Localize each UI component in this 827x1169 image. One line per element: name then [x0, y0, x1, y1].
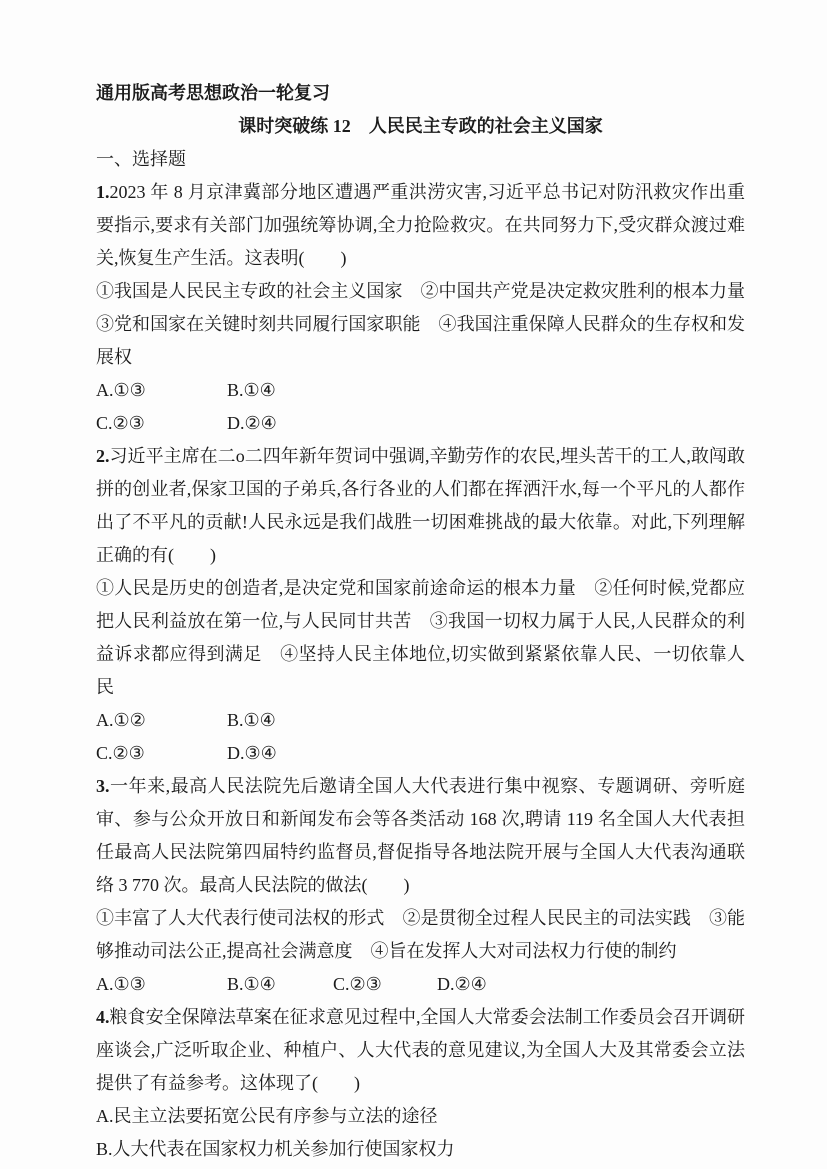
question-3-stem — [96, 770, 745, 902]
worksheet-title: 课时突破练 12 人民民主专政的社会主义国家 — [238, 116, 603, 136]
question-1-choice-b: B.①④ — [227, 380, 276, 400]
question-3 — [96, 770, 745, 1001]
question-4 — [96, 1001, 745, 1166]
question-3-choice-c: C.②③ — [333, 974, 382, 994]
question-3-choice-b: B.①④ — [227, 974, 276, 994]
question-2-choice-row-2 — [96, 737, 745, 770]
question-2-choice-a: A.①② — [96, 710, 146, 730]
question-2-choice-d: D.③④ — [227, 743, 277, 763]
question-2-choice-b: B.①④ — [227, 710, 276, 730]
question-2-text: 习近平主席在二o二四年新年贺词中强调,辛勤劳作的农民,埋头苦干的工人,敢闯敢拼的创业者,保家卫国的子弟兵,各行各业的人们都在挥洒汗水,每一个平凡的人都作出了不平凡的贡献!人民永远是我们战胜一切困难挑战的最大依靠。对此,下列理解正确的有( ) — [96, 446, 745, 565]
question-4-stem — [96, 1001, 745, 1100]
question-3-number: 3. — [96, 776, 110, 796]
question-1-choice-row-1 — [96, 374, 745, 407]
question-4-number: 4. — [96, 1007, 110, 1027]
question-1-stem — [96, 176, 745, 275]
question-3-text: 一年来,最高人民法院先后邀请全国人大代表进行集中视察、专题调研、旁听庭审、参与公众开放日和新闻发布会等各类活动 168 次,聘请 119 名全国人大代表担任最高人民法院第四届特约监督员,督促指导各地法院开展与全国人大代表沟通联络 3 770 次。最高人民法院的做法( ) — [96, 776, 745, 895]
document-header: 通用版高考思想政治一轮复习 — [96, 83, 330, 103]
question-2-choice-row-1 — [96, 704, 745, 737]
question-1-choice-c: C.②③ — [96, 413, 145, 433]
question-2-options: ①人民是历史的创造者,是决定党和国家前途命运的根本力量 ②任何时候,党都应把人民利益放在第一位,与人民同甘共苦 ③我国一切权力属于人民,人民群众的利益诉求都应得到满足 ④坚持人民主体地位,切实做到紧紧依靠人民、一切依靠人民 — [96, 578, 745, 697]
question-1-choice-d: D.②④ — [227, 413, 277, 433]
question-4-text: 粮食安全保障法草案在征求意见过程中,全国人大常委会法制工作委员会召开调研座谈会,广泛听取企业、种植户、人大代表的意见建议,为全国人大及其常委会立法提供了有益参考。这体现了( ) — [96, 1007, 745, 1093]
question-2-stem — [96, 440, 745, 572]
question-4-choice-row-1 — [96, 1100, 745, 1133]
question-3-choice-d: D.②④ — [437, 974, 487, 994]
question-1 — [96, 176, 763, 440]
question-3-choice-a: A.①③ — [96, 974, 146, 994]
section-heading: 一、选择题 — [96, 149, 186, 169]
question-1-options: ①我国是人民民主专政的社会主义国家 ②中国共产党是决定救灾胜利的根本力量 ③党和国家在关键时刻共同履行国家职能 ④我国注重保障人民群众的生存权和发展权 — [96, 281, 763, 367]
question-4-choice-b: B.人大代表在国家权力机关参加行使国家权力 — [96, 1139, 455, 1159]
question-2 — [96, 440, 745, 770]
question-1-text: 2023 年 8 月京津冀部分地区遭遇严重洪涝灾害,习近平总书记对防汛救灾作出重要指示,要求有关部门加强统筹协调,全力抢险救灾。在共同努力下,受灾群众渡过难关,恢复生产生活。这表明( ) — [96, 182, 745, 268]
question-3-options: ①丰富了人大代表行使司法权的形式 ②是贯彻全过程人民民主的司法实践 ③能够推动司法公正,提高社会满意度 ④旨在发挥人大对司法权力行使的制约 — [96, 908, 745, 961]
question-4-choice-row-2 — [96, 1133, 745, 1166]
question-2-choice-c: C.②③ — [96, 743, 145, 763]
question-2-number: 2. — [96, 446, 110, 466]
question-3-choice-row — [96, 968, 745, 1001]
question-1-number: 1. — [96, 182, 110, 202]
question-4-choice-a: A.民主立法要拓宽公民有序参与立法的途径 — [96, 1106, 438, 1126]
question-1-choice-a: A.①③ — [96, 380, 146, 400]
question-1-choice-row-2 — [96, 407, 745, 440]
